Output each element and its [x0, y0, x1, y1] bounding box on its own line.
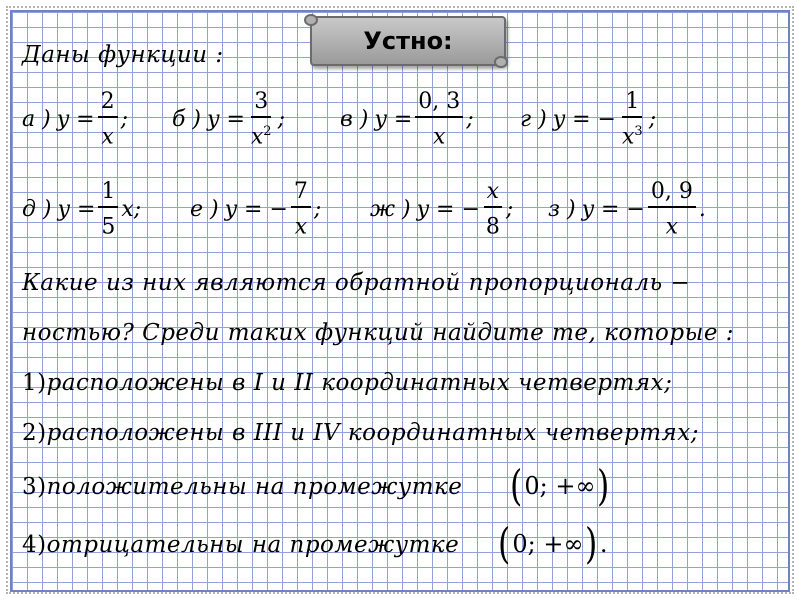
function-g: г ) y = − $\frac{1}{x^3}$ ; — [520, 89, 657, 150]
function-e: е ) y = − $\frac{7}{x}$ ; — [190, 179, 322, 240]
function-z: з ) y = − $\frac{0, 9}{x}$ . — [548, 179, 706, 240]
fraction: $\frac{1}{x^3}$ — [622, 89, 643, 150]
fraction: $\frac{3}{x^2}$ — [250, 89, 272, 150]
banner-label: Устно: — [363, 27, 453, 55]
fraction: $\frac{1}{5}$ — [98, 180, 118, 239]
title-banner — [310, 16, 506, 66]
interval-item-4: ( 0; +∞ ) . — [498, 519, 608, 568]
interval-item-3: ( 0; +∞ ) — [510, 461, 610, 510]
fraction: $\frac{0, 3}{x}$ — [415, 90, 463, 149]
function-v: в ) y = $\frac{0, 3}{x}$ ; — [340, 89, 474, 150]
list-item-3: 3)положительны на промежутке — [22, 474, 463, 500]
list-item-2: 2)расположены в III и IV координатных четвертях; — [22, 420, 700, 446]
function-zh: ж ) y = − $\frac{x}{8}$ ; — [370, 179, 514, 240]
fraction: $\frac{x}{8}$ — [483, 180, 503, 239]
question-line-1: Какие из них являются обратной пропорциональ − — [22, 270, 691, 296]
fraction: $\frac{0, 9}{x}$ — [648, 180, 696, 239]
function-b: б ) y = $\frac{3}{x^2}$ ; — [172, 89, 285, 150]
banner-curl-icon — [304, 14, 318, 26]
function-a: а ) y = $\frac{2}{x}$ ; — [22, 89, 128, 150]
banner-curl-icon — [494, 56, 508, 68]
fraction: $\frac{2}{x}$ — [98, 90, 118, 149]
functions-header: Даны функции : — [22, 42, 224, 68]
list-item-1: 1)расположены в I и II координатных четвертях; — [22, 370, 673, 396]
question-line-2: ностью? Среди таких функций найдите те, которые : — [22, 320, 735, 346]
list-item-4: 4)отрицательны на промежутке — [22, 532, 460, 558]
fraction: $\frac{7}{x}$ — [291, 180, 311, 239]
function-d: д ) y = $\frac{1}{5}$ x; — [22, 179, 142, 240]
